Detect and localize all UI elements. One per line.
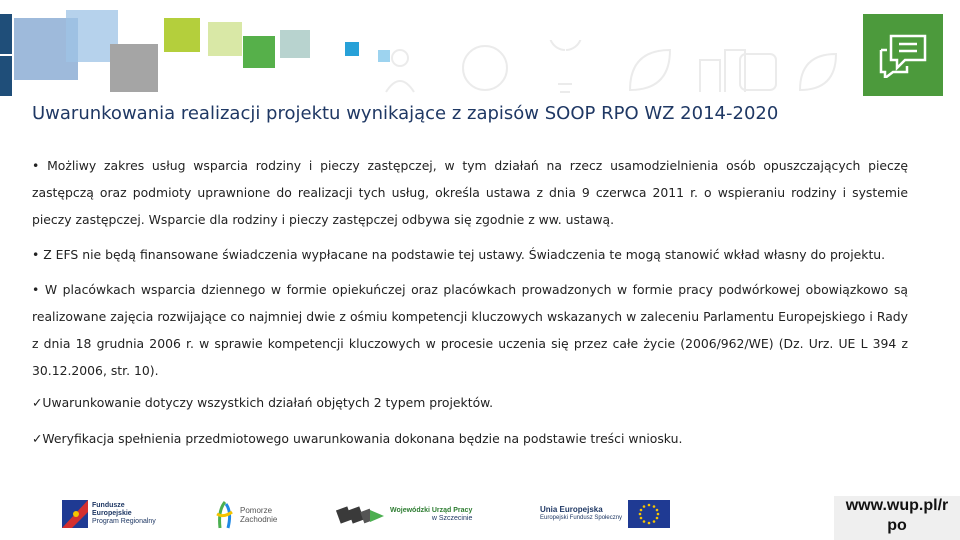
decor-square bbox=[164, 18, 200, 52]
pomorze-zachodnie-logo-icon bbox=[214, 500, 236, 530]
eu-funds-logo-icon bbox=[62, 500, 88, 528]
logo-text: Europejski Fundusz Społeczny bbox=[540, 515, 623, 521]
person-icon bbox=[386, 81, 414, 92]
logo-text: Fundusze bbox=[92, 502, 125, 509]
page-title: Uwarunkowania realizacji projektu wynikające z zapisów SOOP RPO WZ 2014-2020 bbox=[32, 103, 779, 124]
logo-text: Unia Europejska bbox=[540, 505, 603, 514]
decor-square bbox=[0, 14, 12, 54]
check-item bbox=[32, 392, 908, 414]
website-url[interactable]: www.wup.pl/r po bbox=[834, 496, 960, 540]
decor-square bbox=[208, 22, 242, 56]
person-icon bbox=[392, 50, 408, 66]
decor-square bbox=[0, 56, 12, 96]
chat-bubbles-icon bbox=[877, 32, 929, 78]
check-item bbox=[32, 428, 908, 450]
pomorze-zachodnie-logo bbox=[214, 500, 277, 530]
check-text: Uwarunkowanie dotyczy wszystkich działań objętych 2 typem projektów. bbox=[42, 395, 494, 410]
footer-logos bbox=[0, 492, 960, 540]
logo-text: Program Regionalny bbox=[92, 518, 156, 525]
leaf-icon bbox=[630, 50, 670, 90]
paragraph: • Z EFS nie będą finansowane świadczenia wypłacane na podstawie tej ustawy. Świadczenia te mogą stanowić wkład własny do projektu. bbox=[32, 247, 886, 262]
logo-text: Wojewódzki Urząd Pracy bbox=[390, 507, 473, 514]
city-icon bbox=[700, 50, 745, 92]
decor-square bbox=[280, 30, 310, 58]
logo-text: w Szczecinie bbox=[431, 515, 473, 522]
eu-funds-logo bbox=[62, 500, 156, 528]
checkmark-icon: ✓ bbox=[32, 395, 43, 410]
wup-logo-icon bbox=[336, 502, 384, 528]
content-body bbox=[32, 152, 908, 450]
paragraph: • Możliwy zakres usług wsparcia rodziny i pieczy zastępczej, w tym działań na rzecz usamodzielnienia osób opuszczających pieczę zastępczą oraz podmioty uprawnione do realizacji tych usług, określa ustawa z dnia 9 czerwca 2011 r. o wspieraniu rodziny i systemie pieczy zastępczej. Wsparcie dla rodziny i pieczy zastępczej odbywa się zgodnie z ww. ustawą. bbox=[32, 158, 908, 227]
logo-text: Pomorze bbox=[240, 506, 273, 515]
wup-logo bbox=[336, 502, 472, 528]
decor-square bbox=[243, 36, 275, 68]
leaf-icon bbox=[800, 54, 836, 90]
eu-flag-icon bbox=[628, 500, 670, 528]
checkmark-icon: ✓ bbox=[32, 431, 43, 446]
wind-turbine-icon bbox=[463, 46, 507, 90]
decor-square bbox=[110, 44, 158, 92]
background-icons-strip bbox=[380, 40, 850, 100]
chat-badge bbox=[863, 14, 943, 96]
eu-social-fund-logo bbox=[540, 500, 670, 528]
decor-square bbox=[345, 42, 359, 56]
logo-text: Zachodnie bbox=[240, 515, 278, 524]
logo-text: Europejskie bbox=[92, 510, 132, 517]
lightbulb-icon bbox=[550, 40, 582, 92]
paragraph: • W placówkach wsparcia dziennego w formie opiekuńczej oraz placówkach prowadzonych w formie pracy podwórkowej obowiązkowo są realizowane zajęcia rozwijające co najmniej dwie z ośmiu kompetencji kluczowych wskazanych w zaleceniu Parlamentu Europejskiego i Rady z dnia 18 grudnia 2006 r. w sprawie kompetencji kluczowych w procesie uczenia się przez całe życie (2006/962/WE) (Dz. Urz. UE L 394 z 30.12.2006, str. 10). bbox=[32, 282, 908, 378]
check-text: Weryfikacja spełnienia przedmiotowego uwarunkowania dokonana będzie na podstawie treści wniosku. bbox=[42, 431, 683, 446]
